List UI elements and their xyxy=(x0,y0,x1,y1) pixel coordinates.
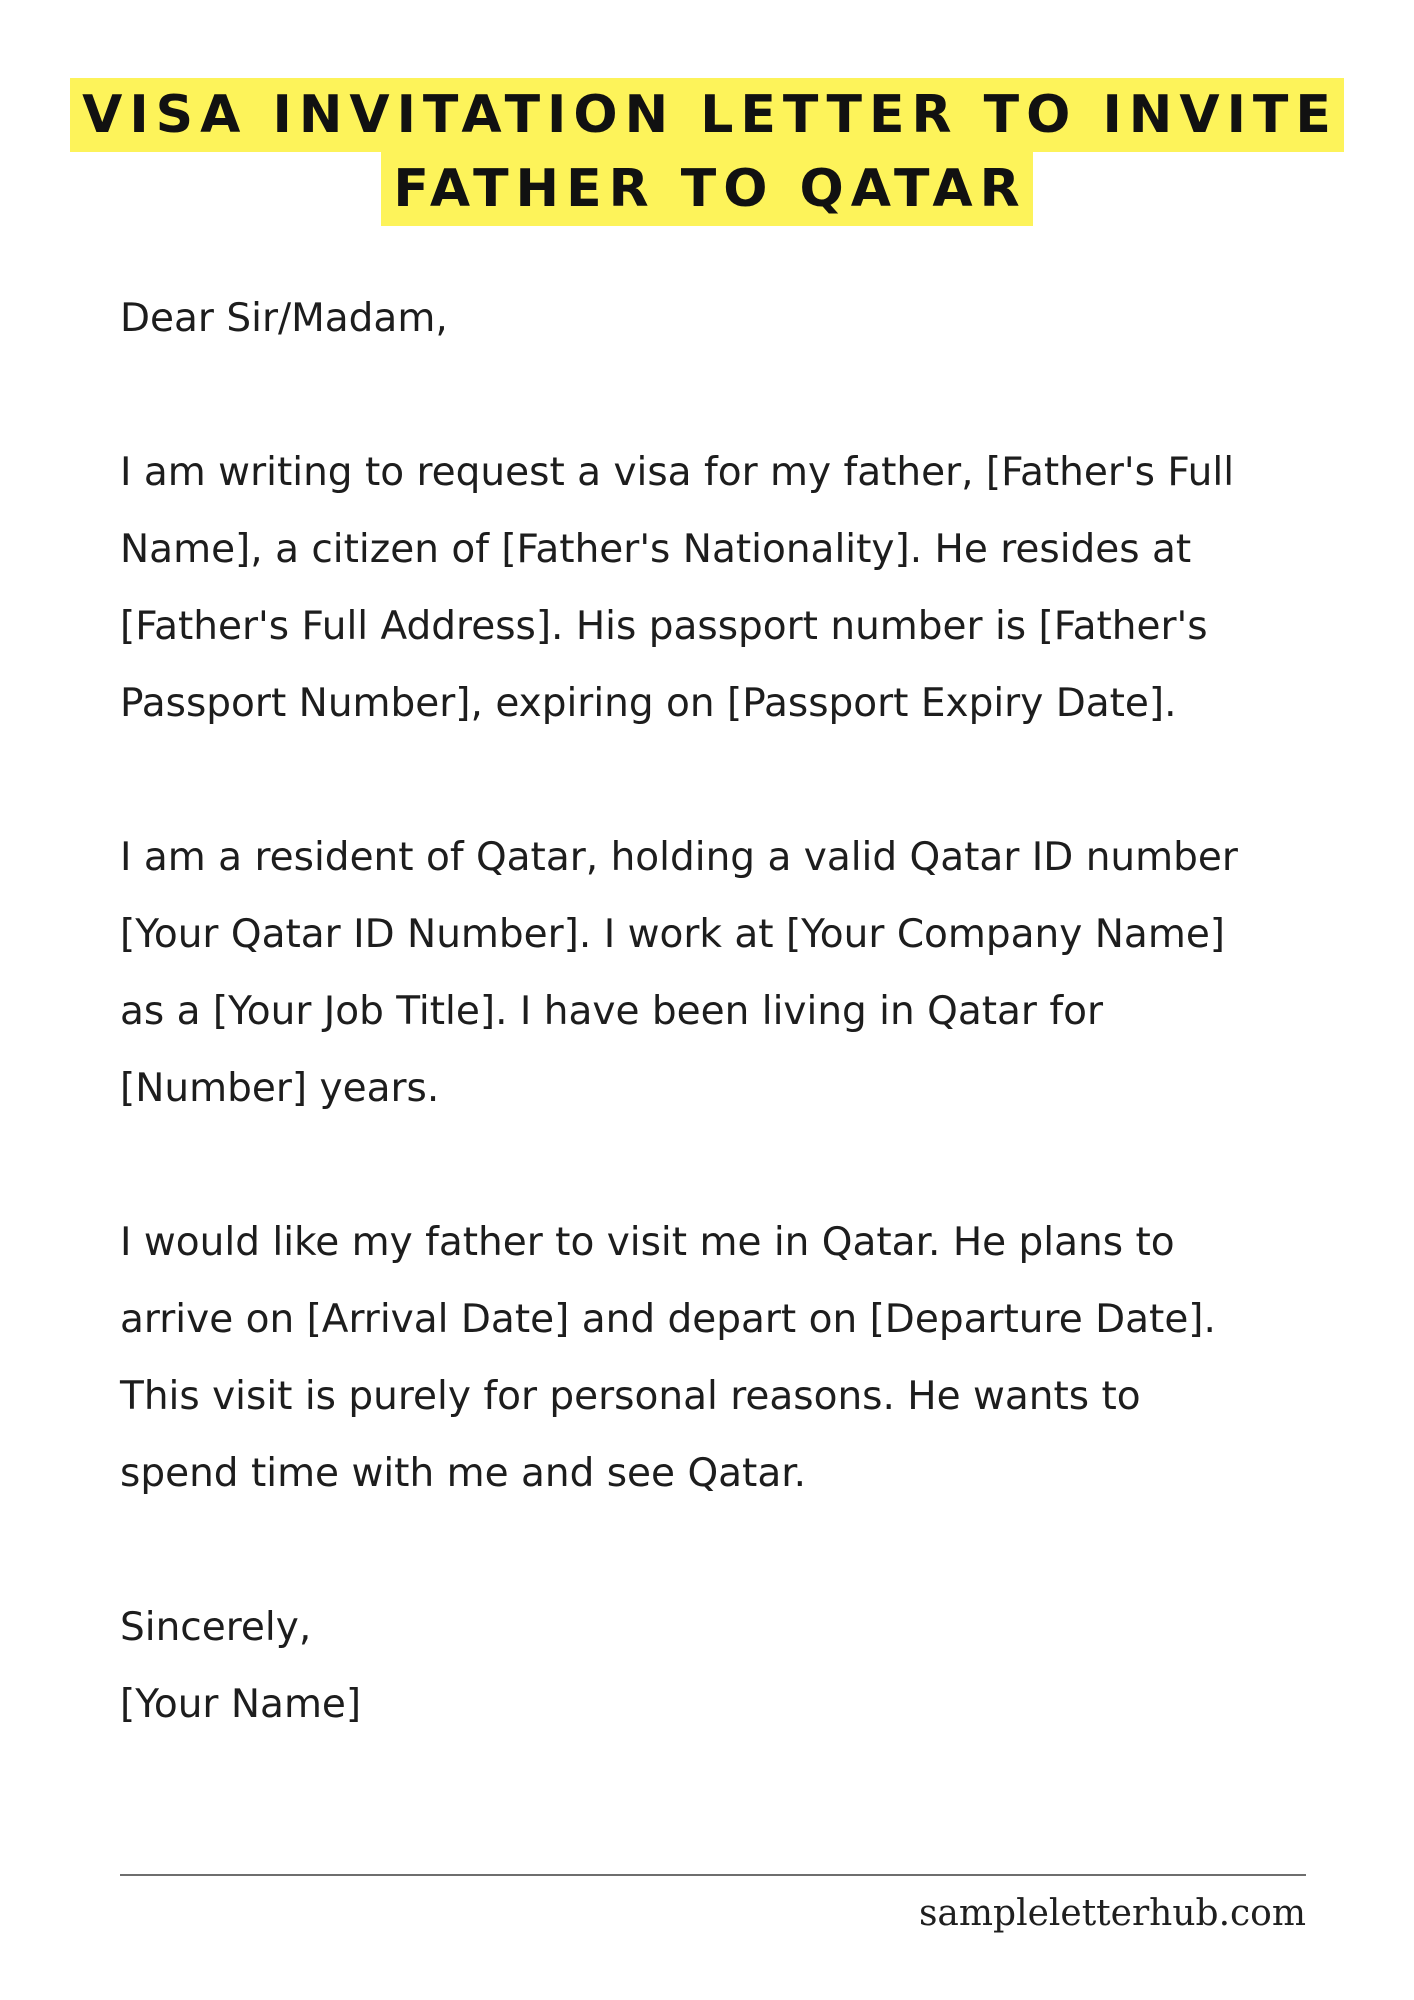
footer-website: sampleletterhub.com xyxy=(918,1893,1306,1934)
paragraph-line: I am writing to request a visa for my father, [Father's Full xyxy=(120,450,1235,495)
salutation: Dear Sir/Madam, xyxy=(120,296,448,341)
footer-divider xyxy=(120,1874,1306,1876)
paragraph-line: as a [Your Job Title]. I have been living in Qatar for xyxy=(120,989,1103,1034)
paragraph-line: [Father's Full Address]. His passport number is [Father's xyxy=(120,604,1208,649)
paragraph-line: [Number] years. xyxy=(120,1066,440,1111)
paragraph-visit-purpose xyxy=(120,1204,1320,1512)
paragraph-line: Name], a citizen of [Father's Nationality]. He resides at xyxy=(120,527,1192,572)
title-line-1: VISA INVITATION LETTER TO INVITE xyxy=(70,78,1344,152)
signature: [Your Name] xyxy=(120,1682,362,1727)
paragraph-line: I am a resident of Qatar, holding a valid Qatar ID number xyxy=(120,835,1238,880)
paragraph-father-details xyxy=(120,434,1320,742)
letter-body xyxy=(120,280,1320,1743)
closing: Sincerely, xyxy=(120,1605,312,1650)
letter-title xyxy=(0,78,1414,226)
paragraph-line: [Your Qatar ID Number]. I work at [Your Company Name] xyxy=(120,912,1226,957)
paragraph-resident-details xyxy=(120,819,1320,1127)
title-line-2: FATHER TO QATAR xyxy=(381,152,1032,226)
paragraph-line: This visit is purely for personal reasons. He wants to xyxy=(120,1374,1141,1419)
paragraph-line: I would like my father to visit me in Qatar. He plans to xyxy=(120,1220,1175,1265)
paragraph-line: arrive on [Arrival Date] and depart on [Departure Date]. xyxy=(120,1297,1216,1342)
paragraph-line: Passport Number], expiring on [Passport Expiry Date]. xyxy=(120,681,1177,726)
paragraph-line: spend time with me and see Qatar. xyxy=(120,1451,807,1496)
closing-block xyxy=(120,1589,1320,1743)
